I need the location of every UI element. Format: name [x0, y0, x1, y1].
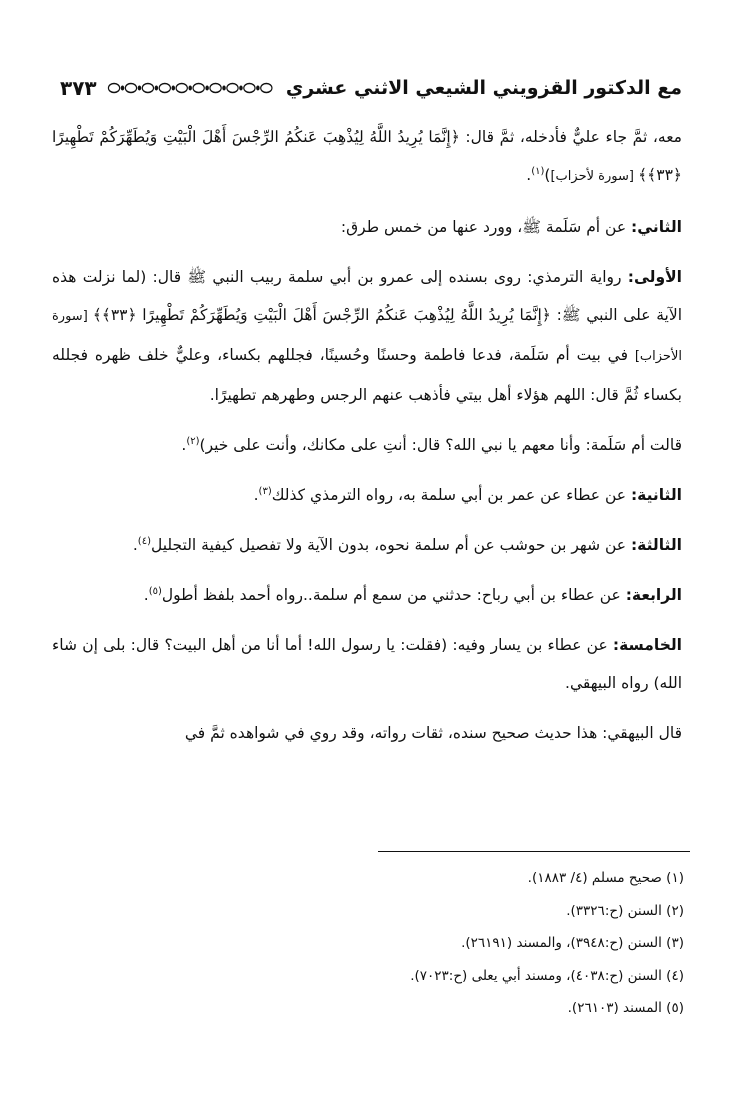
paragraph-umm-salama: قالت أم سَلَمة: وأنا معهم يا نبي الله؟ قال: أنتِ على مكانك، وأنت على خير)$^{(٢)}$. [181, 435, 682, 454]
section-label: الرابعة: [625, 586, 682, 604]
paragraph-second-path: الثانية: عن عطاء عن عمر بن أبي سلمة به، رواه الترمذي كذلك$^{(٣)}$. [253, 485, 682, 504]
quran-verse: ﴿إِنَّمَا يُرِيدُ اللَّهُ لِيُذْهِبَ عَنكُمُ الرِّجْسَ أَهْلَ الْبَيْتِ وَيُطَهِّرَكُمْ تَطْهِيرًا ﴿٣٣﴾﴾ [92, 306, 551, 324]
header-title: مع الدكتور القزويني الشيعي الاثني عشري [285, 77, 682, 99]
footnote-marker: (٥) [148, 585, 162, 597]
running-header [60, 68, 682, 108]
footnotes-list [264, 862, 684, 1025]
section-label: الخامسة: [612, 636, 682, 654]
paragraph-fifth-path: الخامسة: عن عطاء بن يسار وفيه: (فقلت: يا رسول الله! أما أنا من أهل البيت؟ قال: بلى إن شاء الله) رواه البيهقي. [52, 636, 682, 692]
page-number: ٣٧٣ [60, 76, 97, 100]
section-label: الثانية: [630, 486, 682, 504]
paragraph-hadith-continuation: معه، ثمَّ جاء عليٌّ فأدخله، ثمَّ قال: ﴿إِنَّمَا يُرِيدُ اللَّهُ لِيُذْهِبَ عَنكُمُ الرِّجْسَ أَهْلَ الْبَيْتِ وَيُطَهِّرَكُمْ تَطْهِيرًا ﴿٣٣﴾﴾ [سورة لأحزاب])$^{(١)}$. [52, 128, 682, 184]
footnote-divider [378, 851, 690, 852]
footnote-item: (٤) السنن (ح:٤٠٣٨)، ومسند أبي يعلى (ح:٧٠٢٣). [410, 967, 684, 984]
footnote-marker: (٢) [186, 435, 200, 447]
footnote-marker: (١) [531, 165, 545, 177]
paragraph-third-path: الثالثة: عن شهر بن حوشب عن أم سلمة نحوه، بدون الآية ولا تفصيل كيفية التجليل$^{(٤)}$. [132, 535, 682, 554]
surah-reference: [سورة الأحزاب] [52, 309, 682, 364]
section-label: الأولى: [627, 268, 682, 286]
surah-reference: [سورة لأحزاب] [550, 169, 639, 184]
ornamental-chain-icon [107, 81, 276, 95]
section-label: الثاني: [631, 218, 682, 236]
footnote-item: (٣) السنن (ح:٣٩٤٨)، والمسند (٢٦١٩١). [461, 935, 684, 951]
section-label: الثالثة: [630, 536, 682, 554]
footnote-item: (٢) السنن (ح:٣٣٢٦). [566, 902, 684, 919]
footnote-item: (٥) المسند (٢٦١٠٣). [567, 1000, 684, 1016]
footnote-item: (١) صحيح مسلم (٤/ ١٨٨٣). [527, 870, 684, 886]
paragraph-first-path: الأولى: رواية الترمذي: روى بسنده إلى عمرو بن أبي سلمة ربيب النبي ﷺ قال: (لما نزلت هذه الآية على النبي ﷺ: ﴿إِنَّمَا يُرِيدُ اللَّهُ لِيُذْهِبَ عَنكُمُ الرِّجْسَ أَهْلَ الْبَيْتِ وَيُطَهِّرَكُمْ تَطْهِيرًا ﴿٣٣﴾﴾ [سورة الأحزاب] في بيت أم سَلَمة، فدعا فاطمة وحسنًا وحُسينًا، فجللهم بكساء، وعليٌّ خلف ظهره فجلله بكساء ثُمَّ قال: اللهم هؤلاء أهل بيتي فأذهب عنهم الرجس وطهرهم تطهيرًا. [52, 268, 682, 404]
paragraph-bayhaqi: قال البيهقي: هذا حديث صحيح سنده، ثقات رواته، وقد روي في شواهده ثمَّ في [184, 724, 682, 742]
footnote-marker: (٤) [137, 535, 151, 547]
footnote-marker: (٣) [258, 485, 272, 497]
main-text [52, 118, 682, 764]
paragraph-second: الثاني: عن أم سَلَمة ﷺ، وورد عنها من خمس طرق: [340, 218, 682, 236]
quran-verse: ﴿إِنَّمَا يُرِيدُ اللَّهُ لِيُذْهِبَ عَنكُمُ الرِّجْسَ أَهْلَ الْبَيْتِ وَيُطَهِّرَكُمْ تَطْهِيرًا ﴿٣٣﴾﴾ [52, 128, 682, 184]
paragraph-fourth-path: الرابعة: عن عطاء بن أبي رباح: حدثني من سمع أم سلمة..رواه أحمد بلفظ أطول$^{(٥)}$. [143, 585, 682, 604]
